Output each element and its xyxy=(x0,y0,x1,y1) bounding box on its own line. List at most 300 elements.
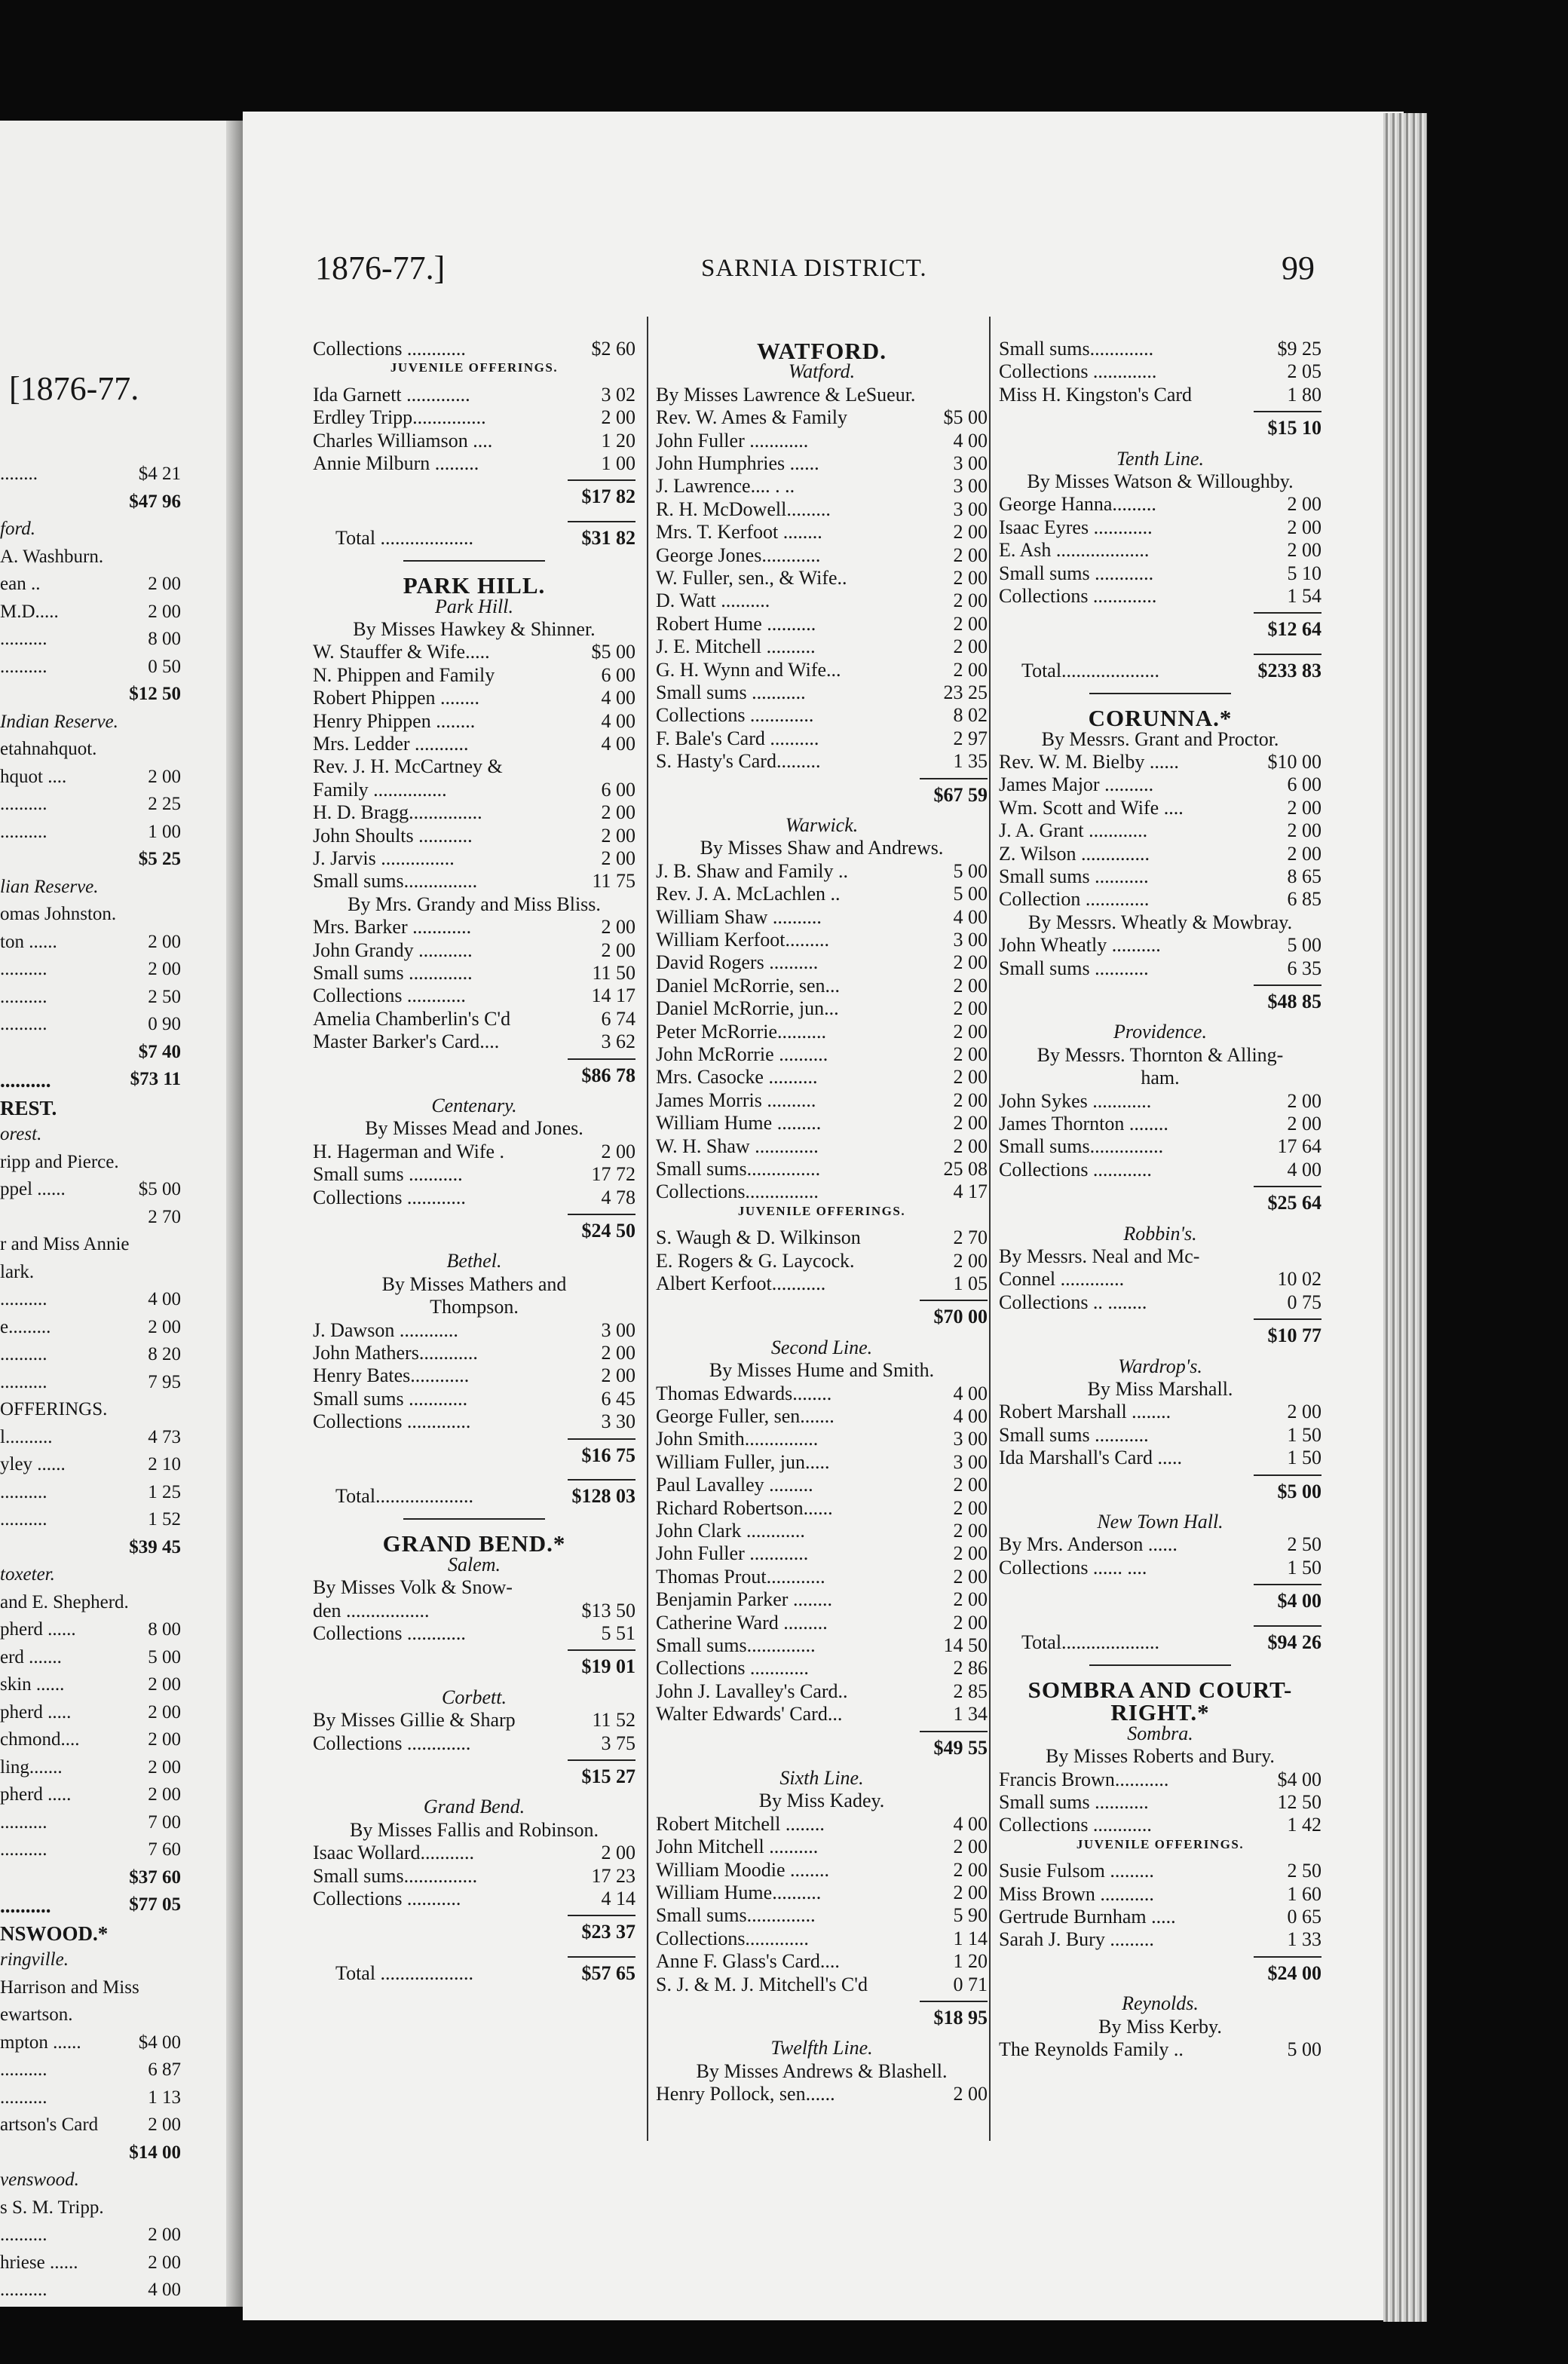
entry-amount: $10 00 xyxy=(1267,751,1321,773)
entry-amount: 6 85 xyxy=(1287,888,1321,911)
entry-name: John Wheatly .......... xyxy=(999,934,1161,957)
ledger-collector: By Miss Kadey. xyxy=(758,1790,885,1812)
entry-name: Wm. Scott and Wife .... xyxy=(999,796,1184,819)
subtotal-amount: $17 82 xyxy=(581,485,635,508)
entry-amount: 2 00 xyxy=(953,589,988,612)
entry-amount: 2 00 xyxy=(1287,1089,1321,1112)
facing-entry-name: .......... xyxy=(0,1371,47,1392)
entry-name: E. Rogers & G. Laycock. xyxy=(656,1249,855,1272)
facing-row xyxy=(0,1894,181,1915)
facing-row xyxy=(0,959,181,980)
facing-entry-name: ean .. xyxy=(0,574,41,594)
facing-entry-amount: 2 00 xyxy=(148,2225,181,2245)
entry-name: Small sums ........... xyxy=(999,1791,1149,1813)
facing-entry-amount: 2 00 xyxy=(148,931,181,952)
ledger-row xyxy=(656,1180,988,1203)
entry-name: Collections ............ xyxy=(656,1657,809,1680)
ledger-collector: By Misses Hawkey & Shinner. xyxy=(353,618,596,640)
ledger-row xyxy=(313,755,635,778)
entry-name: William Kerfoot......... xyxy=(656,929,830,951)
ledger-row xyxy=(656,681,988,704)
entry-name: Small sums ........... xyxy=(999,865,1149,887)
ledger-row xyxy=(999,384,1321,406)
entry-name: Peter McRorrie.......... xyxy=(656,1020,827,1043)
ledger-row xyxy=(656,975,988,997)
facing-row xyxy=(0,1729,181,1750)
entry-name: S. Waugh & D. Wilkinson xyxy=(656,1226,861,1249)
entry-name: By Misses Volk & Snow- xyxy=(313,1576,513,1599)
facing-row xyxy=(0,1262,181,1283)
facing-row xyxy=(0,629,181,650)
entry-amount: 2 00 xyxy=(1287,539,1321,562)
facing-entry-amount: $39 45 xyxy=(129,1536,181,1557)
facing-row xyxy=(0,519,181,540)
sum-rule xyxy=(1254,1956,1321,1958)
entry-name: John Humphries ...... xyxy=(656,452,819,474)
ledger-row xyxy=(313,710,635,733)
entry-name: John Smith............... xyxy=(656,1428,819,1450)
entry-amount: 1 35 xyxy=(953,750,988,773)
ledger-place: Reynolds. xyxy=(1122,1992,1199,2015)
entry-name: S. Hasty's Card......... xyxy=(656,750,821,773)
total-amount: $233 83 xyxy=(1257,659,1321,681)
entry-name: Small sums ............. xyxy=(313,962,473,984)
facing-entry-amount: 4 00 xyxy=(148,1289,181,1309)
entry-name: Collections............. xyxy=(656,1927,809,1949)
entry-name: By Misses Lawrence & LeSueur. xyxy=(656,383,916,406)
entry-amount: 2 00 xyxy=(601,1342,635,1364)
entry-amount: 2 00 xyxy=(601,916,635,939)
facing-entry-name: .......... xyxy=(0,656,47,677)
ledger-total xyxy=(313,527,635,550)
ledger-collector: By Miss Marshall. xyxy=(1087,1378,1233,1400)
facing-entry-name: omas Johnston. xyxy=(0,904,117,924)
total-label: Total.................... xyxy=(1021,1631,1160,1653)
entry-name: Small sums ........... xyxy=(999,1423,1149,1446)
facing-entry-name: .......... xyxy=(0,1509,47,1530)
facing-entry-name: .......... xyxy=(0,794,47,814)
entry-name: William Shaw .......... xyxy=(656,905,822,928)
entry-amount: 2 00 xyxy=(1287,796,1321,819)
entry-amount: 2 00 xyxy=(953,612,988,635)
facing-entry-amount: 0 90 xyxy=(148,1014,181,1034)
facing-row xyxy=(0,1097,181,1118)
subtotal-amount: $4 00 xyxy=(1277,1590,1321,1612)
entry-name: By Mrs. Anderson ...... xyxy=(999,1533,1178,1556)
entry-amount: 3 00 xyxy=(953,475,988,498)
facing-entry-amount: 5 00 xyxy=(148,1646,181,1667)
ledger-row xyxy=(999,1860,1321,1882)
facing-row xyxy=(0,2087,181,2108)
entry-amount: 6 00 xyxy=(601,663,635,686)
ledger-row xyxy=(656,951,988,974)
entry-amount: 2 00 xyxy=(953,1858,988,1881)
entry-amount: 2 00 xyxy=(953,1043,988,1065)
facing-entry-name: Indian Reserve. xyxy=(0,711,118,732)
ledger-row xyxy=(999,1135,1321,1158)
entry-name: Mrs. T. Kerfoot ........ xyxy=(656,521,822,544)
entry-name: Mrs. Barker ............ xyxy=(313,916,472,939)
ledger-row xyxy=(999,1533,1321,1556)
entry-amount: 25 08 xyxy=(943,1158,988,1180)
ledger-subtotal xyxy=(656,1306,988,1328)
entry-name: James Thornton ........ xyxy=(999,1113,1168,1135)
entry-name: Small sums............. xyxy=(999,338,1154,360)
facing-row xyxy=(0,1647,181,1668)
facing-entry-name: lark. xyxy=(0,1261,35,1282)
entry-name: Collections ........... xyxy=(313,1888,461,1909)
ledger-row xyxy=(656,1405,988,1428)
facing-row xyxy=(0,2032,181,2053)
entry-amount: 2 00 xyxy=(953,1542,988,1565)
entry-name: Small sums............... xyxy=(313,1864,478,1887)
ledger-subtotal xyxy=(656,784,988,807)
ledger-total xyxy=(999,660,1321,682)
entry-amount: 2 00 xyxy=(1287,819,1321,842)
facing-row xyxy=(0,1537,181,1558)
entry-name: Z. Wilson .............. xyxy=(999,842,1150,865)
facing-row xyxy=(0,1207,181,1228)
ledger-row xyxy=(313,664,635,687)
facing-entry-amount: 8 00 xyxy=(148,629,181,649)
facing-row xyxy=(0,1399,181,1420)
ledger-row xyxy=(999,1814,1321,1836)
entry-amount: 4 78 xyxy=(601,1186,635,1208)
facing-entry-name: .......... xyxy=(0,1344,47,1364)
facing-entry-amount: 2 00 xyxy=(148,574,181,594)
entry-name: Henry Pollock, sen...... xyxy=(656,2083,835,2105)
ledger-collector: By Misses Fallis and Robinson. xyxy=(349,1818,599,1841)
entry-amount: 2 00 xyxy=(953,1611,988,1634)
entry-amount: 2 00 xyxy=(953,1089,988,1111)
total-amount: $31 82 xyxy=(581,526,635,549)
ledger-subtotal xyxy=(313,1064,635,1087)
facing-row xyxy=(0,2170,181,2191)
entry-name: J. Dawson ............ xyxy=(313,1318,458,1341)
facing-row xyxy=(0,1592,181,1613)
entry-amount: 11 75 xyxy=(592,870,635,893)
sum-rule xyxy=(568,1479,635,1481)
entry-amount: 4 00 xyxy=(953,1382,988,1404)
ledger-row xyxy=(999,1883,1321,1906)
ledger-row xyxy=(656,1542,988,1565)
entry-amount: 2 00 xyxy=(953,997,988,1020)
entry-amount: 2 00 xyxy=(953,1520,988,1542)
sum-rule xyxy=(1254,1186,1321,1187)
facing-entry-amount: 2 70 xyxy=(148,1206,181,1227)
sum-rule xyxy=(568,1438,635,1440)
ledger-row xyxy=(656,544,988,567)
facing-entry-amount: 2 00 xyxy=(148,959,181,979)
entry-amount: 5 00 xyxy=(1287,2038,1321,2060)
facing-row xyxy=(0,1344,181,1365)
ledger-row xyxy=(999,338,1321,360)
entry-amount: 2 00 xyxy=(953,2083,988,2105)
facing-entry-name: venswood. xyxy=(0,2170,79,2190)
ledger-row xyxy=(999,516,1321,539)
facing-entry-amount: 1 25 xyxy=(148,1481,181,1502)
entry-name: Ida Marshall's Card ..... xyxy=(999,1447,1182,1469)
facing-entry-amount: $5 00 xyxy=(138,1179,181,1199)
facing-entry-name: .......... xyxy=(0,1069,51,1092)
entry-name: Charles Williamson .... xyxy=(313,429,493,452)
entry-amount: 2 70 xyxy=(953,1226,988,1249)
ledger-row xyxy=(999,1090,1321,1113)
facing-row xyxy=(0,2225,181,2246)
ledger-subtotal xyxy=(313,1444,635,1467)
entry-amount: 3 30 xyxy=(601,1410,635,1433)
ledger-row xyxy=(656,475,988,498)
ledger-row xyxy=(656,635,988,658)
ledger-row xyxy=(999,1113,1321,1135)
ledger-collector: By Misses Shaw and Andrews. xyxy=(700,837,944,859)
ledger-row xyxy=(999,1291,1321,1314)
entry-amount: 6 00 xyxy=(601,778,635,801)
ledger-row xyxy=(999,1768,1321,1791)
facing-row xyxy=(0,1922,181,1943)
facing-row xyxy=(0,822,181,843)
subtotal-amount: $12 64 xyxy=(1267,618,1321,641)
entry-amount: 10 02 xyxy=(1277,1268,1321,1291)
ledger-row xyxy=(656,1836,988,1858)
ledger-head: PARK HILL. xyxy=(403,572,546,599)
ledger-place: Second Line. xyxy=(770,1336,873,1358)
sum-rule xyxy=(1254,1318,1321,1320)
column-rule xyxy=(647,317,648,2141)
ledger-collector: By Misses Mathers and xyxy=(381,1272,567,1295)
entry-name: Daniel McRorrie, jun... xyxy=(656,997,839,1020)
ledger-subtotal xyxy=(999,1192,1321,1214)
facing-entry-name: REST. xyxy=(0,1096,57,1119)
ledger-row xyxy=(313,338,635,360)
ledger-row xyxy=(999,1791,1321,1814)
ledger-row xyxy=(656,1588,988,1611)
entry-amount: 4 00 xyxy=(601,709,635,732)
entry-name: Collections ............ xyxy=(313,338,466,360)
entry-amount: 2 00 xyxy=(953,1474,988,1496)
facing-row xyxy=(0,547,181,568)
facing-entry-name: skin ...... xyxy=(0,1674,65,1695)
ledger-row xyxy=(999,1159,1321,1181)
ledger-collector: Thompson. xyxy=(430,1296,519,1318)
entry-name: John Fuller ............ xyxy=(656,1542,809,1565)
ledger-row xyxy=(656,498,988,521)
ledger-row xyxy=(313,406,635,429)
ledger-row xyxy=(999,1928,1321,1951)
facing-entry-amount: 2 00 xyxy=(148,601,181,622)
facing-entry-name: .......... xyxy=(0,1014,47,1034)
entry-amount: 5 00 xyxy=(1287,934,1321,957)
ledger-subtotal xyxy=(313,485,635,508)
facing-entry-amount: $14 00 xyxy=(129,2142,181,2163)
ledger-row xyxy=(656,1226,988,1249)
entry-amount: 6 45 xyxy=(601,1387,635,1410)
ledger-collector: By Messrs. Grant and Proctor. xyxy=(1041,727,1279,750)
facing-row xyxy=(0,1427,181,1448)
ledger-place: Corbett. xyxy=(442,1686,507,1708)
facing-row xyxy=(0,1152,181,1173)
entry-name: Collection ............. xyxy=(999,888,1150,911)
facing-entry-amount: 1 13 xyxy=(148,2087,181,2108)
entry-amount: 2 00 xyxy=(953,1565,988,1588)
facing-row xyxy=(0,794,181,815)
entry-amount: 3 00 xyxy=(953,929,988,951)
facing-row xyxy=(0,491,181,513)
entry-amount: 3 75 xyxy=(601,1732,635,1754)
entry-amount: 1 50 xyxy=(1287,1556,1321,1579)
entry-name: H. D. Bragg............... xyxy=(313,801,482,824)
ledger-row xyxy=(313,1410,635,1433)
ledger-row xyxy=(656,406,988,429)
sum-rule xyxy=(1254,984,1321,986)
ledger-row xyxy=(656,1904,988,1927)
facing-row xyxy=(0,1042,181,1063)
facing-entry-amount: 2 00 xyxy=(148,2114,181,2135)
ledger-row xyxy=(313,1342,635,1364)
facing-row xyxy=(0,1014,181,1035)
ledger-row xyxy=(999,1906,1321,1928)
entry-amount: 4 00 xyxy=(601,687,635,709)
ledger-row xyxy=(656,1859,988,1882)
facing-row xyxy=(0,657,181,678)
entry-name: John Mathers............ xyxy=(313,1342,478,1364)
ledger-row xyxy=(656,1383,988,1405)
ledger-collector: By Messrs. Wheatly & Mowbray. xyxy=(1027,911,1293,933)
ledger-row xyxy=(656,1112,988,1135)
entry-name: G. H. Wynn and Wife... xyxy=(656,658,841,681)
facing-page-header: [1876-77. xyxy=(9,370,139,407)
ledger-row xyxy=(999,539,1321,562)
ledger-head: RIGHT.* xyxy=(1110,1699,1210,1726)
facing-row xyxy=(0,1289,181,1310)
ledger-row xyxy=(656,1882,988,1904)
entry-name: Collections ............ xyxy=(999,1814,1152,1836)
facing-entry-amount: 2 25 xyxy=(148,794,181,814)
facing-entry-name: pherd ..... xyxy=(0,1784,72,1805)
page-number: 99 xyxy=(1282,250,1315,286)
entry-amount: 6 35 xyxy=(1287,957,1321,979)
ledger-total xyxy=(313,1485,635,1508)
entry-amount: 4 00 xyxy=(1287,1158,1321,1180)
entry-amount: 1 20 xyxy=(953,1950,988,1973)
entry-name: Collections ...... .... xyxy=(999,1556,1147,1579)
entry-name: J. Jarvis ............... xyxy=(313,847,455,869)
entry-name: George Fuller, sen....... xyxy=(656,1405,835,1427)
ledger-place: Grand Bend. xyxy=(423,1796,525,1818)
entry-name: Mrs. Casocke .......... xyxy=(656,1066,818,1089)
entry-amount: 2 00 xyxy=(953,1135,988,1157)
entry-amount: 2 00 xyxy=(1287,516,1321,538)
facing-entry-name: ........ xyxy=(0,464,38,484)
entry-name: William Fuller, jun..... xyxy=(656,1450,830,1473)
entry-amount: 12 50 xyxy=(1277,1791,1321,1813)
ledger-row xyxy=(656,1566,988,1588)
entry-name: W. H. Shaw ............. xyxy=(656,1135,819,1157)
ledger-row xyxy=(656,1066,988,1089)
sum-rule xyxy=(920,1731,988,1732)
ledger-row xyxy=(313,779,635,801)
entry-amount: 5 00 xyxy=(953,883,988,905)
entry-name: D. Watt .......... xyxy=(656,589,770,612)
ledger-row xyxy=(999,751,1321,773)
ledger-row xyxy=(999,2038,1321,2061)
facing-entry-name: erd ....... xyxy=(0,1646,62,1667)
ledger-row xyxy=(999,773,1321,796)
entry-amount: 2 00 xyxy=(601,1140,635,1162)
facing-entry-name: chmond.... xyxy=(0,1729,80,1750)
entry-name: Rev. J. H. McCartney & xyxy=(313,755,503,778)
total-label: Total.................... xyxy=(1021,659,1160,681)
entry-amount: 0 65 xyxy=(1287,1906,1321,1928)
facing-entry-amount: 1 52 xyxy=(148,1509,181,1530)
entry-amount: 2 50 xyxy=(1287,1533,1321,1556)
subtotal-amount: $70 00 xyxy=(933,1306,988,1328)
ledger-place: Sombra. xyxy=(1127,1722,1193,1744)
facing-row xyxy=(0,1234,181,1255)
total-amount: $128 03 xyxy=(571,1485,635,1507)
entry-amount: 2 00 xyxy=(601,939,635,961)
ledger-row xyxy=(999,797,1321,819)
facing-row xyxy=(0,1509,181,1530)
facing-row xyxy=(0,1179,181,1200)
sum-rule xyxy=(1254,612,1321,614)
facing-row xyxy=(0,877,181,898)
ledger-place: Robbin's. xyxy=(1123,1222,1197,1245)
facing-row xyxy=(0,1839,181,1860)
entry-amount: $4 00 xyxy=(1277,1768,1321,1790)
entry-name: Annie Milburn ......... xyxy=(313,452,479,474)
ledger-place: New Town Hall. xyxy=(1097,1511,1223,1533)
facing-entry-name: hriese ...... xyxy=(0,2252,78,2273)
ledger-place: Wardrop's. xyxy=(1118,1355,1202,1377)
entry-amount: 1 00 xyxy=(601,452,635,474)
entry-name: Small sums.............. xyxy=(656,1634,816,1656)
ledger-row xyxy=(656,860,988,883)
facing-row xyxy=(0,1454,181,1475)
ledger-place: Providence. xyxy=(1113,1021,1207,1043)
column-rule xyxy=(989,317,991,2141)
facing-entry-amount: 7 00 xyxy=(148,1811,181,1833)
entry-amount: 2 00 xyxy=(601,824,635,847)
facing-entry-name: l.......... xyxy=(0,1426,53,1447)
facing-row xyxy=(0,1317,181,1338)
entry-amount: 2 00 xyxy=(1287,842,1321,865)
ledger-subtotal xyxy=(999,991,1321,1013)
facing-row xyxy=(0,602,181,623)
facing-entry-amount: 2 00 xyxy=(148,1784,181,1805)
ledger-row xyxy=(313,847,635,870)
facing-entry-name: mpton ...... xyxy=(0,2032,81,2053)
subtotal-amount: $19 01 xyxy=(581,1655,635,1678)
section-rule xyxy=(403,1518,545,1520)
ledger-row xyxy=(313,1187,635,1209)
facing-entry-amount: 2 00 xyxy=(148,1316,181,1337)
entry-name: George Hanna......... xyxy=(999,493,1156,516)
entry-amount: 11 52 xyxy=(592,1709,635,1732)
entry-amount: 17 64 xyxy=(1277,1135,1321,1158)
facing-row xyxy=(0,1069,181,1090)
facing-row xyxy=(0,1372,181,1393)
facing-entry-name: toxeter. xyxy=(0,1564,55,1585)
entry-amount: 2 05 xyxy=(1287,360,1321,383)
entry-name: J. Lawrence.... . .. xyxy=(656,475,795,498)
ledger-row xyxy=(313,939,635,962)
entry-amount: 2 00 xyxy=(953,567,988,589)
ledger-row xyxy=(999,360,1321,383)
facing-entry-name: lian Reserve. xyxy=(0,876,99,897)
entry-name: F. Bale's Card .......... xyxy=(656,727,819,749)
subtotal-amount: $15 10 xyxy=(1267,417,1321,439)
